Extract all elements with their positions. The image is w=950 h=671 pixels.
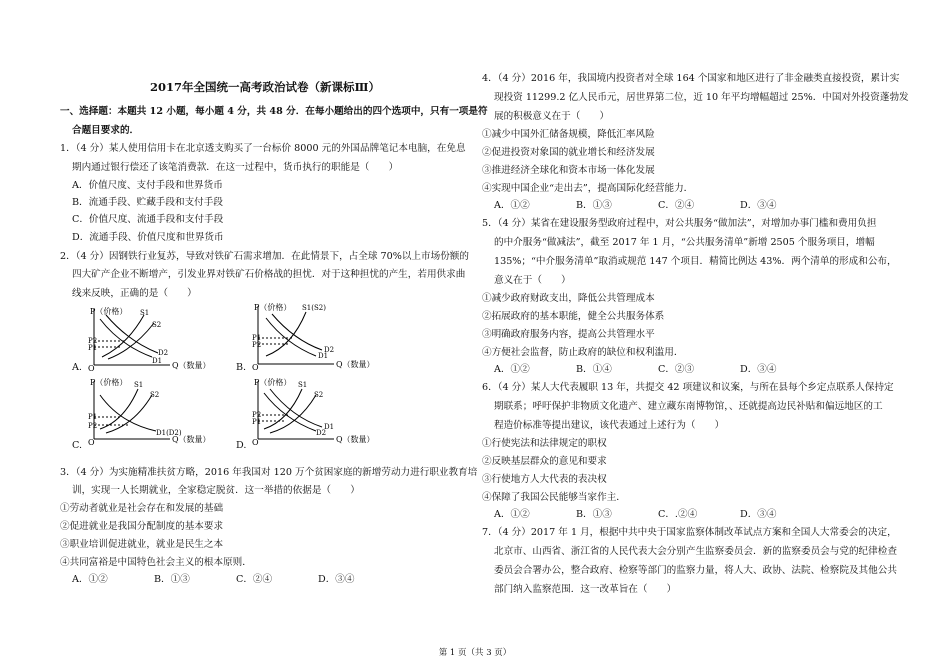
price-label: P1 (252, 334, 262, 342)
supply-curve-s2 (270, 395, 316, 433)
q3-text: 3．（4 分）为实施精准扶贫方略，2016 年我国对 120 万个贫困家庭的新增劳动力进行职业教育培 (60, 467, 478, 478)
q1-text: 期内通过银行偿还了该笔消费款．在这一过程中，货币执行的职能是（ ） (72, 162, 399, 173)
page-title: 2017年全国统一高考政治试卷（新课标Ⅲ） (149, 80, 380, 94)
q4-text: 展的积极意义在于（ ） (494, 111, 610, 122)
curve-label: D1 (152, 357, 163, 365)
q4-option-c: C．②④ (658, 200, 695, 211)
q6-options (494, 509, 822, 521)
curve-label: D1 (318, 352, 329, 360)
q3-item: ②促进就业是我国分配制度的基本要求 (60, 521, 224, 532)
x-axis-label: Q（数量） (336, 435, 375, 444)
q1-option-d: D．流通手段、价值尺度和世界货币 (72, 232, 224, 243)
q2-chart-a (72, 305, 222, 375)
q5-option-b: B．①④ (576, 364, 612, 375)
q2-chart-b (236, 300, 386, 370)
q2-text: 四大矿产企业不断增产，引发业界对铁矿石价格战的担忧．对于这种担忧的产生，若用供求曲 (72, 269, 466, 280)
q5-item: ③明确政府服务内容，提高公共管理水平 (482, 329, 655, 340)
q3-option-c: C．②④ (236, 574, 273, 585)
q7-text: 7．（4 分）2017 年 1 月，根据中共中央于国家监察体制改革试点方案和全国人大常委会的决定， (482, 527, 897, 538)
q4-item: ①减少中国外汇储备规模，降低汇率风险 (482, 129, 655, 140)
y-axis-label: P（价格） (254, 378, 292, 387)
x-axis-label: Q（数量） (336, 360, 375, 369)
supply-curve-s1 (264, 389, 302, 429)
price-label: P2 (252, 341, 262, 349)
curve-label: D2 (316, 429, 327, 437)
price-label: P1 (88, 344, 98, 352)
origin-label: O (88, 364, 95, 373)
q1-option-a: A．价值尺度、支付手段和世界货币 (72, 180, 223, 191)
q5-text: 的中介服务“做减法”，截至 2017 年 1 月，“公共服务清单”新增 2505 个服务项目，增幅 (494, 237, 875, 248)
supply-curve-s2 (106, 395, 152, 433)
curve-label: S2 (152, 321, 162, 329)
q3-option-d: D．③④ (318, 574, 355, 585)
q6-item: ②反映基层群众的意见和要求 (482, 456, 607, 467)
q6-text: 6．（4 分）某人大代表履职 13 年，共提交 42 项建议和议案，与所在县每个乡定点联系人保持定 (482, 382, 894, 393)
origin-label: O (88, 438, 95, 447)
q6-text: 程造价标准等提出建议，该代表通过上述行为（ ） (494, 420, 725, 431)
x-axis-label: Q（数量） (172, 361, 211, 370)
demand-curve-d1 (100, 319, 152, 357)
price-label: P2 (252, 411, 262, 419)
q5-options (494, 364, 822, 376)
q6-item: ④保障了我国公民能够当家作主． (482, 492, 626, 503)
q5-text: 135%；“中介服务清单”取消或规范 147 个项目．精简比例达 43%．两个清单的形成和公布， (494, 256, 897, 267)
q3-option-b: B．①③ (154, 574, 190, 585)
q6-option-d: D．③④ (740, 509, 777, 520)
q2-option-d-label: D. (236, 440, 247, 451)
supply-curve-s1-s2 (266, 312, 306, 356)
price-label: P1 (88, 413, 98, 421)
q7-text: 部门纳入监察范围．这一改革旨在（ ） (494, 584, 677, 595)
q3-item: ③职业培训促进就业，就业是民生之本 (60, 539, 224, 550)
curve-label: S1(S2) (302, 304, 326, 312)
q5-text: 5．（4 分）某省在建设服务型政府过程中，对公共服务“做加法”，对增加办事门槛和费用负担 (482, 218, 877, 229)
q5-text: 意义在于（ ） (494, 275, 571, 286)
q7-text: 北京市、山西省、浙江省的人民代表大会分别产生监察委员会．新的监察委员会与党的纪律检查 (494, 546, 897, 557)
q7-text: 委员会合署办公，整合政府、检察等部门的监察力量，将人大、政协、法院、检察院及其他公共 (494, 565, 897, 576)
q4-option-d: D．③④ (740, 200, 777, 211)
y-axis-label: P（价格） (90, 307, 128, 316)
q6-item: ①行使宪法和法律规定的职权 (482, 438, 607, 449)
q6-option-b: B．①③ (576, 509, 612, 520)
price-label: P2 (88, 337, 98, 345)
q4-item: ③推进经济全球化和资本市场一体化发展 (482, 165, 655, 176)
curve-label: D1 (324, 423, 335, 431)
curve-label: D2 (324, 346, 335, 354)
price-label: P1 (252, 418, 262, 426)
origin-label: O (252, 438, 259, 447)
q4-item: ②促进投资对象国的就业增长和经济发展 (482, 147, 655, 158)
q4-options (494, 200, 822, 212)
q2-chart-d (236, 377, 386, 447)
q6-text: 期联系；呼吁保护非物质文化遗产、建立藏东南博物馆，、还就提高边民补贴和偏远地区的工 (494, 401, 883, 412)
q2-option-c-label: C. (72, 440, 83, 451)
x-axis-label: Q（数量） (172, 435, 211, 444)
y-axis-label: P（价格） (90, 378, 128, 387)
q2-text: 线来反映，正确的是（ ） (72, 288, 197, 299)
q3-text: 训，实现一人长期就业，全家稳定脱贫．这一举措的依据是（ ） (72, 485, 360, 496)
price-label: P2 (88, 422, 98, 430)
q3-options (72, 574, 400, 586)
curve-label: S1 (134, 381, 144, 389)
curve-label: D1(D2) (156, 429, 182, 437)
q2-chart-c (72, 377, 222, 447)
q4-option-a: A．①② (494, 200, 530, 211)
q3-item: ①劳动者就业是社会存在和发展的基础 (60, 503, 224, 514)
demand-curve-d2 (272, 314, 322, 350)
q1-text: 1．（4 分）某人使用信用卡在北京透支购买了一台标价 8000 元的外国品牌笔记本电脑，在免息 (60, 143, 466, 154)
y-axis-label: P（价格） (254, 303, 292, 312)
q6-option-a: A．①② (494, 509, 530, 520)
q2-text: 2．（4 分）因钢铁行业复苏，导致对铁矿石需求增加．在此情景下，占全球 70%以上市场份额的 (60, 251, 469, 262)
page-footer: 第 1 页（共 3 页） (438, 648, 512, 658)
q6-option-c: C．.②④ (658, 509, 698, 520)
q4-text: 4．（4 分）2016 年，我国境内投资者对全球 164 个国家和地区进行了非金融类直接投资，累计实 (482, 73, 900, 84)
curve-label: S1 (298, 381, 308, 389)
section-heading-line1: 一、选择题：本题共 12 小题，每小题 4 分，共 48 分．在每小题给出的四个选项中，只有一项是符 (60, 106, 488, 117)
curve-label: D2 (158, 349, 169, 357)
q6-item: ③行使地方人大代表的表决权 (482, 474, 607, 485)
section-heading-line2: 合题目要求的． (72, 125, 140, 136)
q4-text: 现投资 11299.2 亿人民币元，居世界第二位，近 10 年平均增幅超过 25%．中国对外投资蓬勃发 (494, 92, 909, 103)
q3-option-a: A．①② (72, 574, 108, 585)
origin-label: O (252, 363, 259, 372)
q5-option-a: A．①② (494, 364, 530, 375)
q2-option-a-label: A. (72, 362, 82, 373)
q5-option-c: C．②③ (658, 364, 695, 375)
q1-option-c: C．价值尺度、流通手段和支付手段 (72, 214, 224, 225)
q5-item: ④方便社会监督，防止政府的缺位和权利滥用． (482, 347, 684, 358)
q2-option-b-label: B. (236, 362, 247, 373)
curve-label: S2 (314, 391, 324, 399)
q4-option-b: B．①③ (576, 200, 612, 211)
q3-item: ④共同富裕是中国特色社会主义的根本原则． (60, 557, 252, 568)
curve-label: S1 (140, 309, 150, 317)
q5-option-d: D．③④ (740, 364, 777, 375)
q5-item: ②拓展政府的基本职能，健全公共服务体系 (482, 311, 665, 322)
q4-item: ④实现中国企业“走出去”，提高国际化经营能力． (482, 183, 694, 194)
curve-label: S2 (150, 391, 160, 399)
q5-item: ①减少政府财政支出，降低公共管理成本 (482, 293, 655, 304)
q1-option-b: B．流通手段、贮藏手段和支付手段 (72, 197, 223, 208)
